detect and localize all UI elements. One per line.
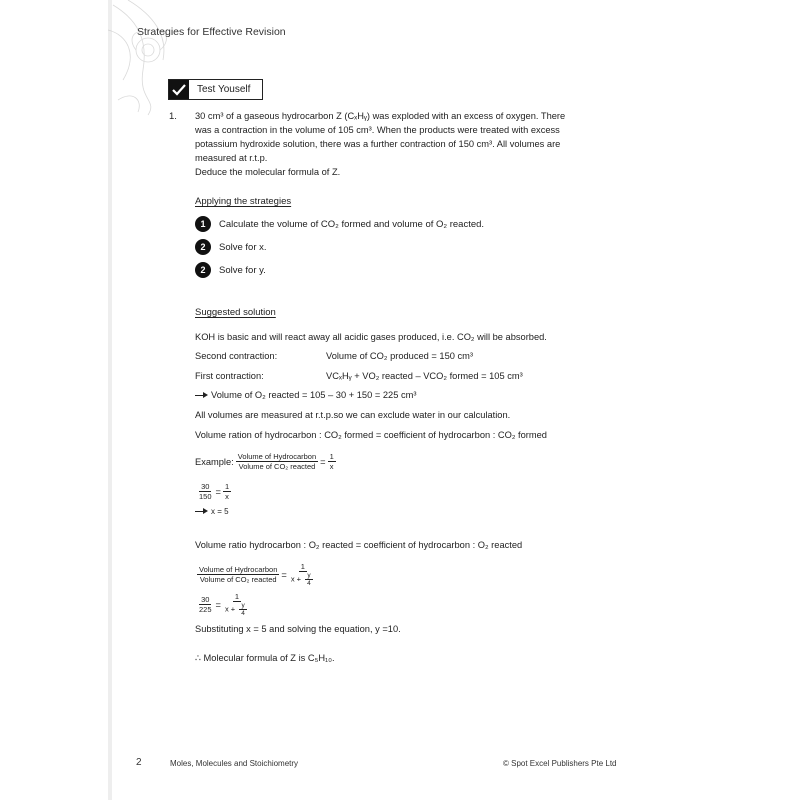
question-line: was a contraction in the volume of 105 cm³. When the products were treated with excess: [195, 125, 560, 135]
fraction: [197, 595, 214, 614]
question-line: Deduce the molecular formula of Z.: [195, 167, 341, 177]
numerator: 30: [201, 482, 210, 491]
o2-reacted-line: [195, 390, 416, 400]
numerator: 1: [300, 562, 305, 571]
page-number: 2: [136, 757, 142, 768]
solution-heading: Suggested solution: [195, 307, 276, 318]
fraction: [236, 452, 318, 471]
denominator: Volume of CO₂ reacted: [199, 575, 277, 584]
ratio-statement-o2: Volume ratio hydrocarbon : O₂ reacted = coefficient of hydrocarbon : O₂ reacted: [195, 540, 523, 550]
arrow-right-icon: [195, 508, 209, 514]
step-number-badge: 2: [195, 239, 211, 255]
floral-decoration-icon: [108, 0, 218, 120]
question-text: [195, 109, 616, 179]
test-yourself-label: Test Youself: [197, 84, 251, 95]
o2-reacted-text: Volume of O₂ reacted = 105 – 30 + 150 = 225 cm³: [211, 390, 417, 400]
rtp-note: All volumes are measured at r.t.p.so we can exclude water in our calculation.: [195, 410, 511, 420]
question-line: measured at r.t.p.: [195, 153, 268, 163]
step-text: Calculate the volume of CO₂ formed and volume of O₂ reacted.: [219, 218, 485, 230]
denominator: 225: [199, 605, 212, 614]
fraction: [197, 482, 214, 501]
page-edge: [108, 0, 112, 800]
denominator: x + $\frac{y}{4}$: [290, 572, 311, 587]
arrow-right-icon: [195, 392, 209, 398]
test-yourself-box: [168, 79, 263, 100]
fraction: [223, 592, 251, 617]
ratio-equation-x: $\frac{30}{150}$ = $\frac{1}{x}$: [199, 482, 230, 501]
second-contraction-value: Volume of CO₂ produced = 150 cm³: [326, 351, 474, 361]
question-line: potassium hydroxide solution, there was a further contraction of 150 cm³. All volumes are: [195, 139, 561, 149]
numerator: 1: [224, 482, 230, 491]
o2-ratio-numeric-equation: $\frac{30}{225}$ = 1 x + $\frac{y}{4}$: [195, 592, 253, 617]
fraction: [289, 562, 317, 587]
chapter-title: Moles, Molecules and Stoichiometry: [170, 759, 299, 768]
second-contraction-label: Second contraction:: [195, 351, 278, 361]
copyright: © Spot Excel Publishers Pte Ltd: [503, 759, 617, 768]
x-result-line: [195, 507, 229, 516]
step-number-badge: 2: [195, 262, 211, 278]
strategy-step: [195, 216, 484, 232]
question-number: 1.: [169, 111, 177, 122]
first-contraction-value: VCₓHᵧ + VO₂ reacted – VCO₂ formed = 105 cm³: [326, 371, 523, 381]
fraction: [328, 452, 336, 471]
numerator: 30: [201, 595, 210, 604]
substituting-line: Substituting x = 5 and solving the equation, y =10.: [195, 624, 401, 634]
step-text: Solve for x.: [219, 241, 267, 253]
numerator: Volume of Hydrocarbon: [199, 565, 278, 574]
denominator: 150: [199, 492, 212, 501]
denominator: x: [329, 462, 334, 471]
strategies-heading: Applying the strategies: [195, 196, 292, 207]
numerator: 1: [329, 452, 334, 461]
step-text: Solve for y.: [219, 264, 266, 276]
question-line: 30 cm³ of a gaseous hydrocarbon Z (CₓHᵧ) was exploded with an excess of oxygen. There: [195, 111, 566, 121]
denominator: x: [225, 492, 229, 501]
numerator: 1: [234, 592, 239, 601]
o2-ratio-equation: $\frac{\text{Volume of Hydrocarbon}}{\text{Volume of CO₂ reacted}}$ = 1 x + $\frac{y}{4}$: [195, 562, 319, 587]
strategy-step: [195, 239, 267, 255]
example-label: Example:: [195, 456, 234, 467]
denominator: x + $\frac{y}{4}$: [224, 602, 245, 617]
checkmark-icon: [169, 80, 189, 99]
example-equation: Example: $\frac{\text{Volume of Hydrocarbon}}{\text{Volume of CO₂ reacted}}$ = $\frac{1}{x}$: [195, 452, 334, 471]
strategy-step: [195, 262, 266, 278]
fraction: [223, 482, 231, 501]
page-header-title: Strategies for Effective Revision: [137, 26, 286, 38]
denominator: Volume of CO₂ reacted: [238, 462, 316, 471]
koh-statement: KOH is basic and will react away all acidic gases produced, i.e. CO₂ will be absorbed.: [195, 332, 547, 342]
conclusion-line: ∴ Molecular formula of Z is C₅H₁₀.: [195, 653, 335, 663]
x-result: x = 5: [211, 507, 229, 516]
first-contraction-label: First contraction:: [195, 371, 264, 381]
numerator: Volume of Hydrocarbon: [237, 452, 317, 461]
step-number-badge: 1: [195, 216, 211, 232]
ratio-statement-co2: Volume ration of hydrocarbon : CO₂ formed = coefficient of hydrocarbon : CO₂ formed: [195, 430, 547, 440]
fraction: [197, 565, 279, 584]
